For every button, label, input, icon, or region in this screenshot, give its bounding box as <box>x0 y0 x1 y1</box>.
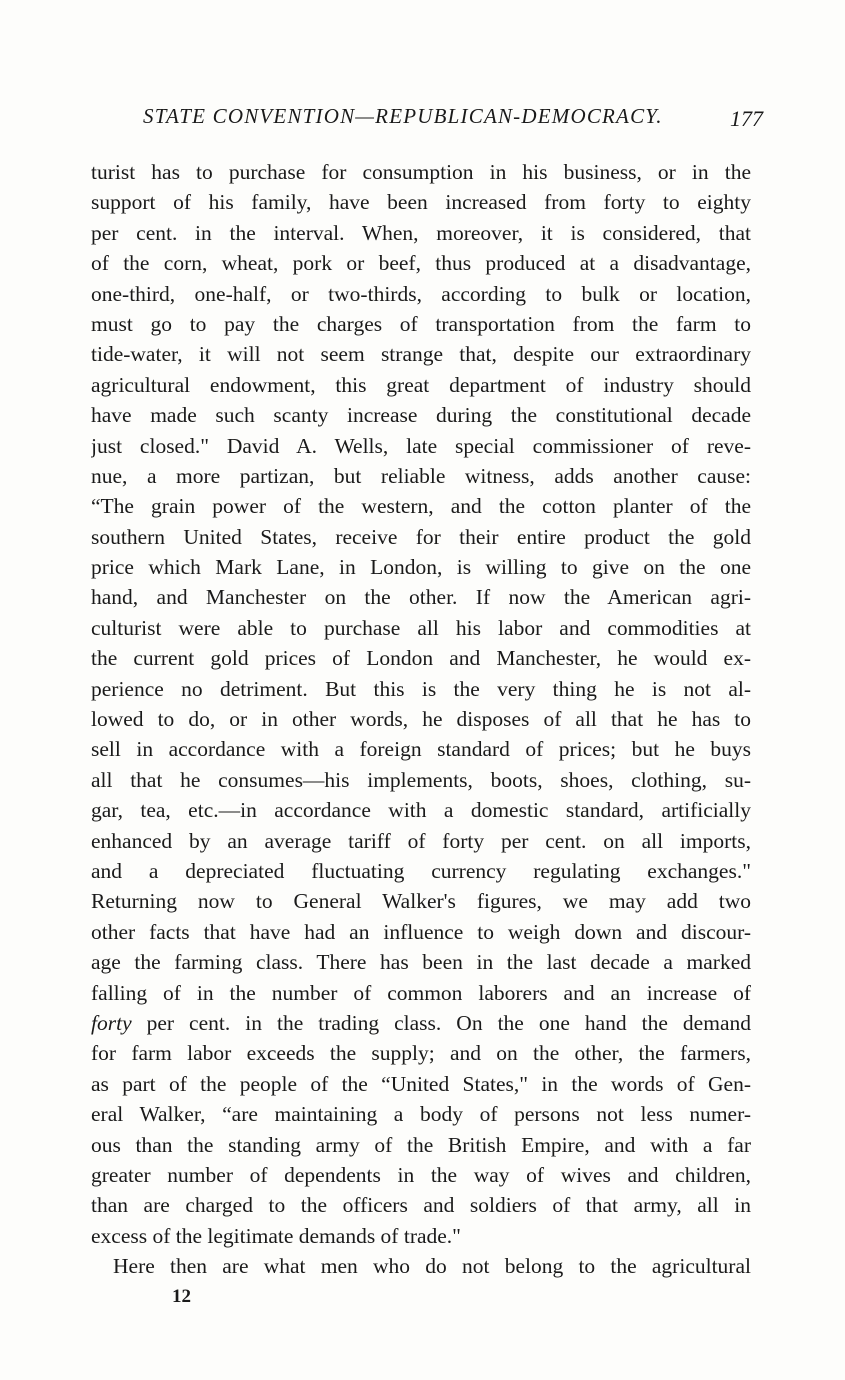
text-line: price which Mark Lane, in London, is willing to give on the one <box>91 555 751 580</box>
text-line: Returning now to General Walker's figures, we may add two <box>91 889 751 914</box>
text-line: hand, and Manchester on the other. If now the American agri- <box>91 585 751 610</box>
text-line: all that he consumes—his implements, boots, shoes, clothing, su- <box>91 767 751 792</box>
text-line: per cent. in the interval. When, moreover, it is considered, that <box>91 220 751 245</box>
text-line: one-third, one-half, or two-thirds, according to bulk or location, <box>91 281 751 306</box>
text-line: perience no detriment. But this is the very thing he is not al- <box>91 676 751 701</box>
text-line: turist has to purchase for consumption in his business, or in the <box>91 160 751 184</box>
page-number: 177 <box>730 106 763 131</box>
running-head <box>143 104 763 134</box>
text-line: age the farming class. There has been in the last decade a marked <box>91 950 751 975</box>
text-line: just closed." David A. Wells, late special commissioner of reve- <box>91 433 751 458</box>
text-line: than are charged to the officers and soldiers of that army, all in <box>91 1193 751 1218</box>
text-line: eral Walker, “are maintaining a body of persons not less numer- <box>91 1102 751 1127</box>
text-line: of the corn, wheat, pork or beef, thus produced at a disadvantage, <box>91 251 751 276</box>
running-title: STATE CONVENTION—REPUBLICAN-DEMOCRACY. <box>143 104 663 128</box>
text-line: support of his family, have been increased from forty to eighty <box>91 190 751 215</box>
text-line: ous than the standing army of the British Empire, and with a far <box>91 1132 751 1157</box>
text-line-paragraph-start: Here then are what men who do not belong to the agricultural <box>113 1254 751 1279</box>
text-line: the current gold prices of London and Manchester, he would ex- <box>91 646 751 671</box>
text-line: have made such scanty increase during the constitutional decade <box>91 403 751 428</box>
italic-word: forty <box>91 1010 132 1035</box>
text-line: gar, tea, etc.—in accordance with a domestic standard, artificially <box>91 798 751 823</box>
text-line-rest: per cent. in the trading class. On the one hand the demand <box>146 1010 751 1035</box>
text-line: agricultural endowment, this great department of industry should <box>91 372 751 397</box>
text-line: for farm labor exceeds the supply; and on the other, the farmers, <box>91 1041 751 1066</box>
text-line: falling of in the number of common laborers and an increase of <box>91 980 751 1005</box>
text-line: culturist were able to purchase all his labor and commodities at <box>91 615 751 640</box>
text-line: lowed to do, or in other words, he disposes of all that he has to <box>91 707 751 732</box>
text-line: excess of the legitimate demands of trade." <box>91 1223 461 1248</box>
text-line: nue, a more partizan, but reliable witness, adds another cause: <box>91 463 751 488</box>
text-line: must go to pay the charges of transportation from the farm to <box>91 311 751 336</box>
text-line: enhanced by an average tariff of forty per cent. on all imports, <box>91 828 751 853</box>
text-line: tide-water, it will not seem strange that, despite our extraordinary <box>91 342 751 367</box>
text-line: “The grain power of the western, and the cotton planter of the <box>91 494 751 519</box>
body-text <box>91 157 751 1281</box>
text-line: greater number of dependents in the way of wives and children, <box>91 1162 751 1187</box>
text-line: and a depreciated fluctuating currency regulating exchanges." <box>91 858 751 883</box>
signature-mark: 12 <box>172 1286 191 1307</box>
text-line-with-italic <box>91 1008 751 1038</box>
text-line: southern United States, receive for their entire product the gold <box>91 524 751 549</box>
text-line: other facts that have had an influence to weigh down and discour- <box>91 919 751 944</box>
text-line: as part of the people of the “United States," in the words of Gen- <box>91 1071 751 1096</box>
text-line: sell in accordance with a foreign standard of prices; but he buys <box>91 737 751 762</box>
